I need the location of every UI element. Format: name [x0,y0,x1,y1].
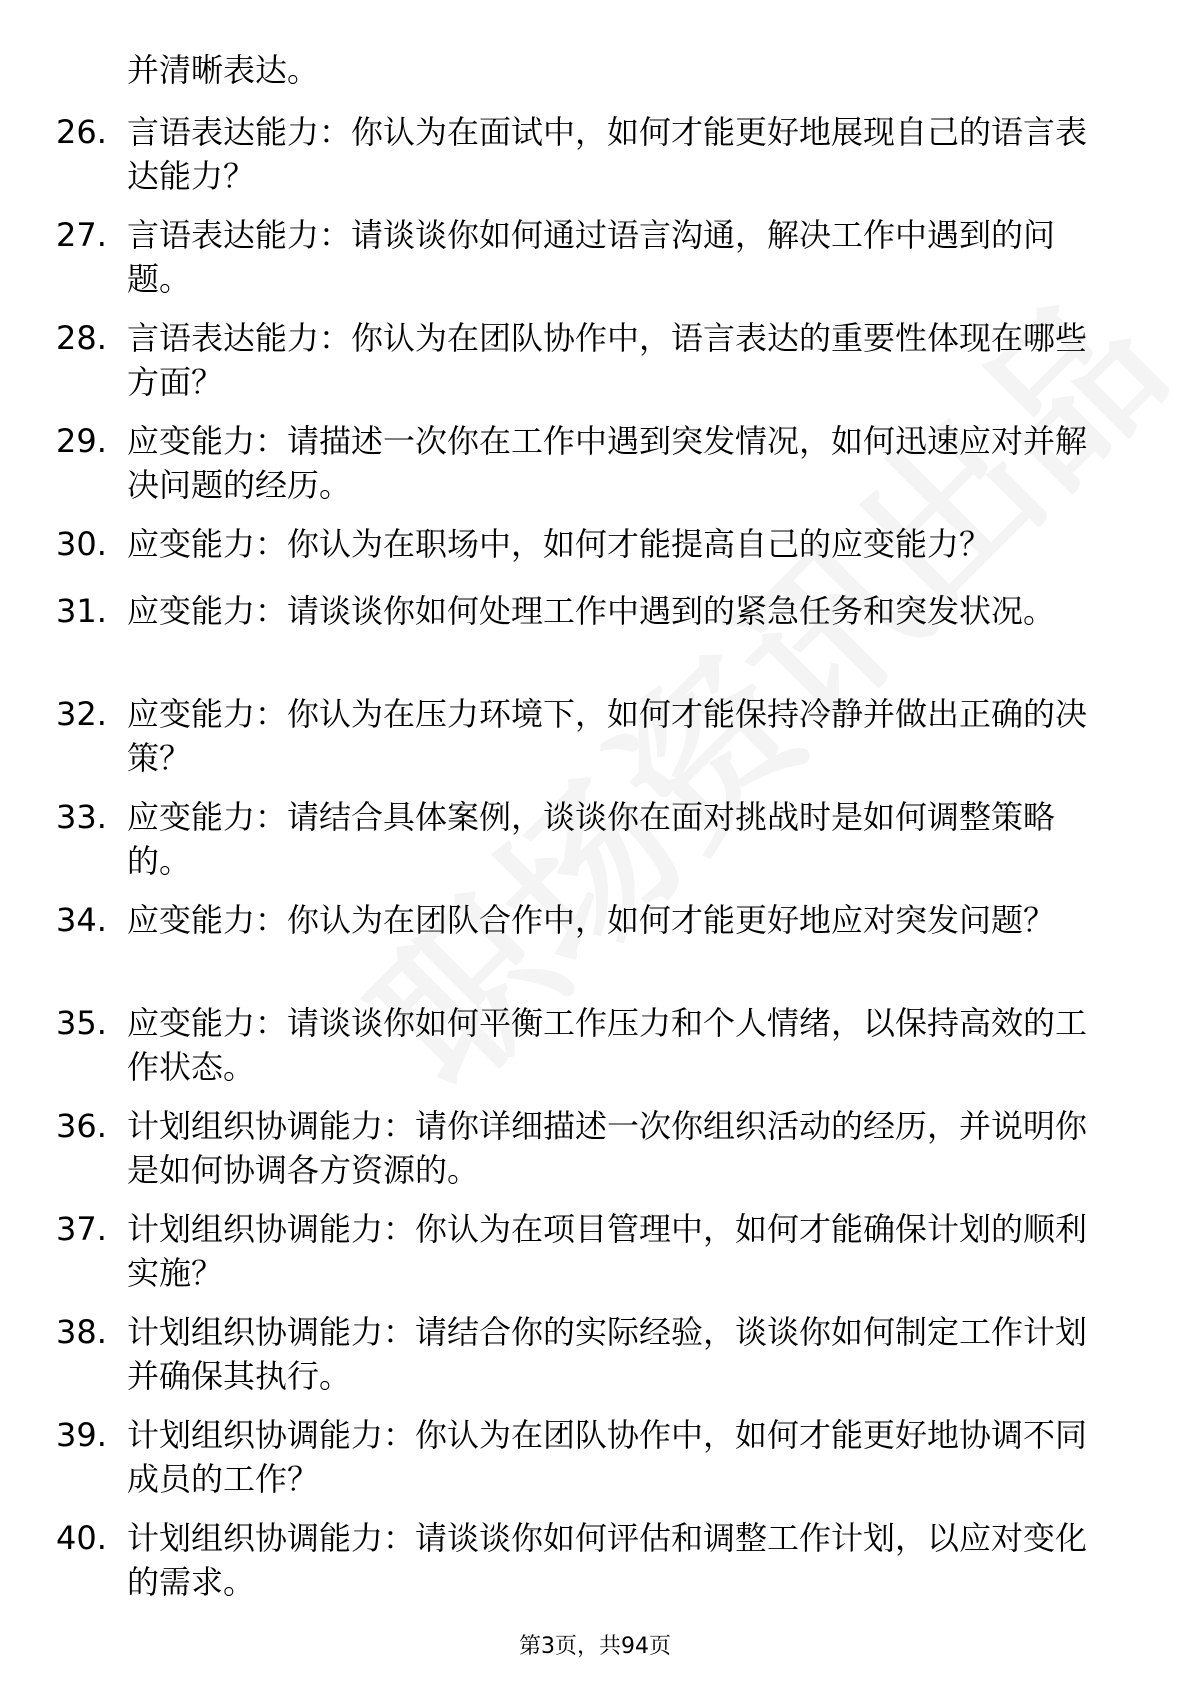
question-item [56,316,1116,419]
question-number: 28. [56,319,107,357]
question-number: 37. [56,1210,107,1248]
question-text: 计划组织协调能力：请你详细描述一次你组织活动的经历，并说明你是如何协调各方资源的。 [127,1107,1088,1189]
question-item [56,213,1116,316]
question-item [56,1310,1116,1413]
question-text: 应变能力：你认为在团队合作中，如何才能更好地应对突发问题？ [127,901,1056,939]
question-text: 计划组织协调能力：请结合你的实际经验，谈谈你如何制定工作计划并确保其执行。 [127,1313,1088,1395]
question-text: 言语表达能力：你认为在团队协作中，语言表达的重要性体现在哪些方面？ [127,319,1088,401]
question-item [56,419,1116,522]
question-text: 应变能力：请描述一次你在工作中遇到突发情况，如何迅速应对并解决问题的经历。 [127,422,1088,504]
question-text: 应变能力：请谈谈你如何处理工作中遇到的紧急任务和突发状况。 [127,592,1056,630]
question-text: 计划组织协调能力：请谈谈你如何评估和调整工作计划，以应对变化的需求。 [127,1519,1088,1601]
question-text: 应变能力：请谈谈你如何平衡工作压力和个人情绪，以保持高效的工作状态。 [127,1004,1088,1086]
question-item [56,589,1116,692]
question-number: 30. [56,525,107,563]
question-number: 26. [56,113,107,151]
question-item [56,522,1116,589]
question-number: 29. [56,422,107,460]
question-item [56,898,1116,1001]
question-number: 32. [56,695,107,733]
question-item [56,110,1116,213]
question-item [56,1001,1116,1104]
question-number: 27. [56,216,107,254]
question-text: 应变能力：请结合具体案例，谈谈你在面对挑战时是如何调整策略的。 [127,798,1056,880]
question-text: 言语表达能力：请谈谈你如何通过语言沟通，解决工作中遇到的问题。 [127,216,1056,298]
question-number: 39. [56,1416,107,1454]
page-footer: 第3页，共94页 [519,1634,671,1659]
question-item [56,1104,1116,1207]
question-item [56,1516,1116,1619]
question-number: 34. [56,901,107,939]
question-text: 言语表达能力：你认为在面试中，如何才能更好地展现自己的语言表达能力？ [127,113,1088,195]
question-number: 35. [56,1004,107,1042]
question-number: 31. [56,592,107,630]
question-list [56,110,1116,1619]
question-item [56,1413,1116,1516]
question-number: 40. [56,1519,107,1557]
question-item [56,795,1116,898]
question-number: 36. [56,1107,107,1145]
question-text: 应变能力：你认为在职场中，如何才能提高自己的应变能力？ [127,525,992,563]
question-item [56,692,1116,795]
question-text: 计划组织协调能力：你认为在项目管理中，如何才能确保计划的顺利实施？ [127,1210,1088,1292]
question-item [56,1207,1116,1310]
continuation-text: 并清晰表达。 [127,51,320,89]
question-number: 38. [56,1313,107,1351]
question-text: 应变能力：你认为在压力环境下，如何才能保持冷静并做出正确的决策？ [127,695,1088,777]
question-text: 计划组织协调能力：你认为在团队协作中，如何才能更好地协调不同成员的工作？ [127,1416,1088,1498]
question-number: 33. [56,798,107,836]
